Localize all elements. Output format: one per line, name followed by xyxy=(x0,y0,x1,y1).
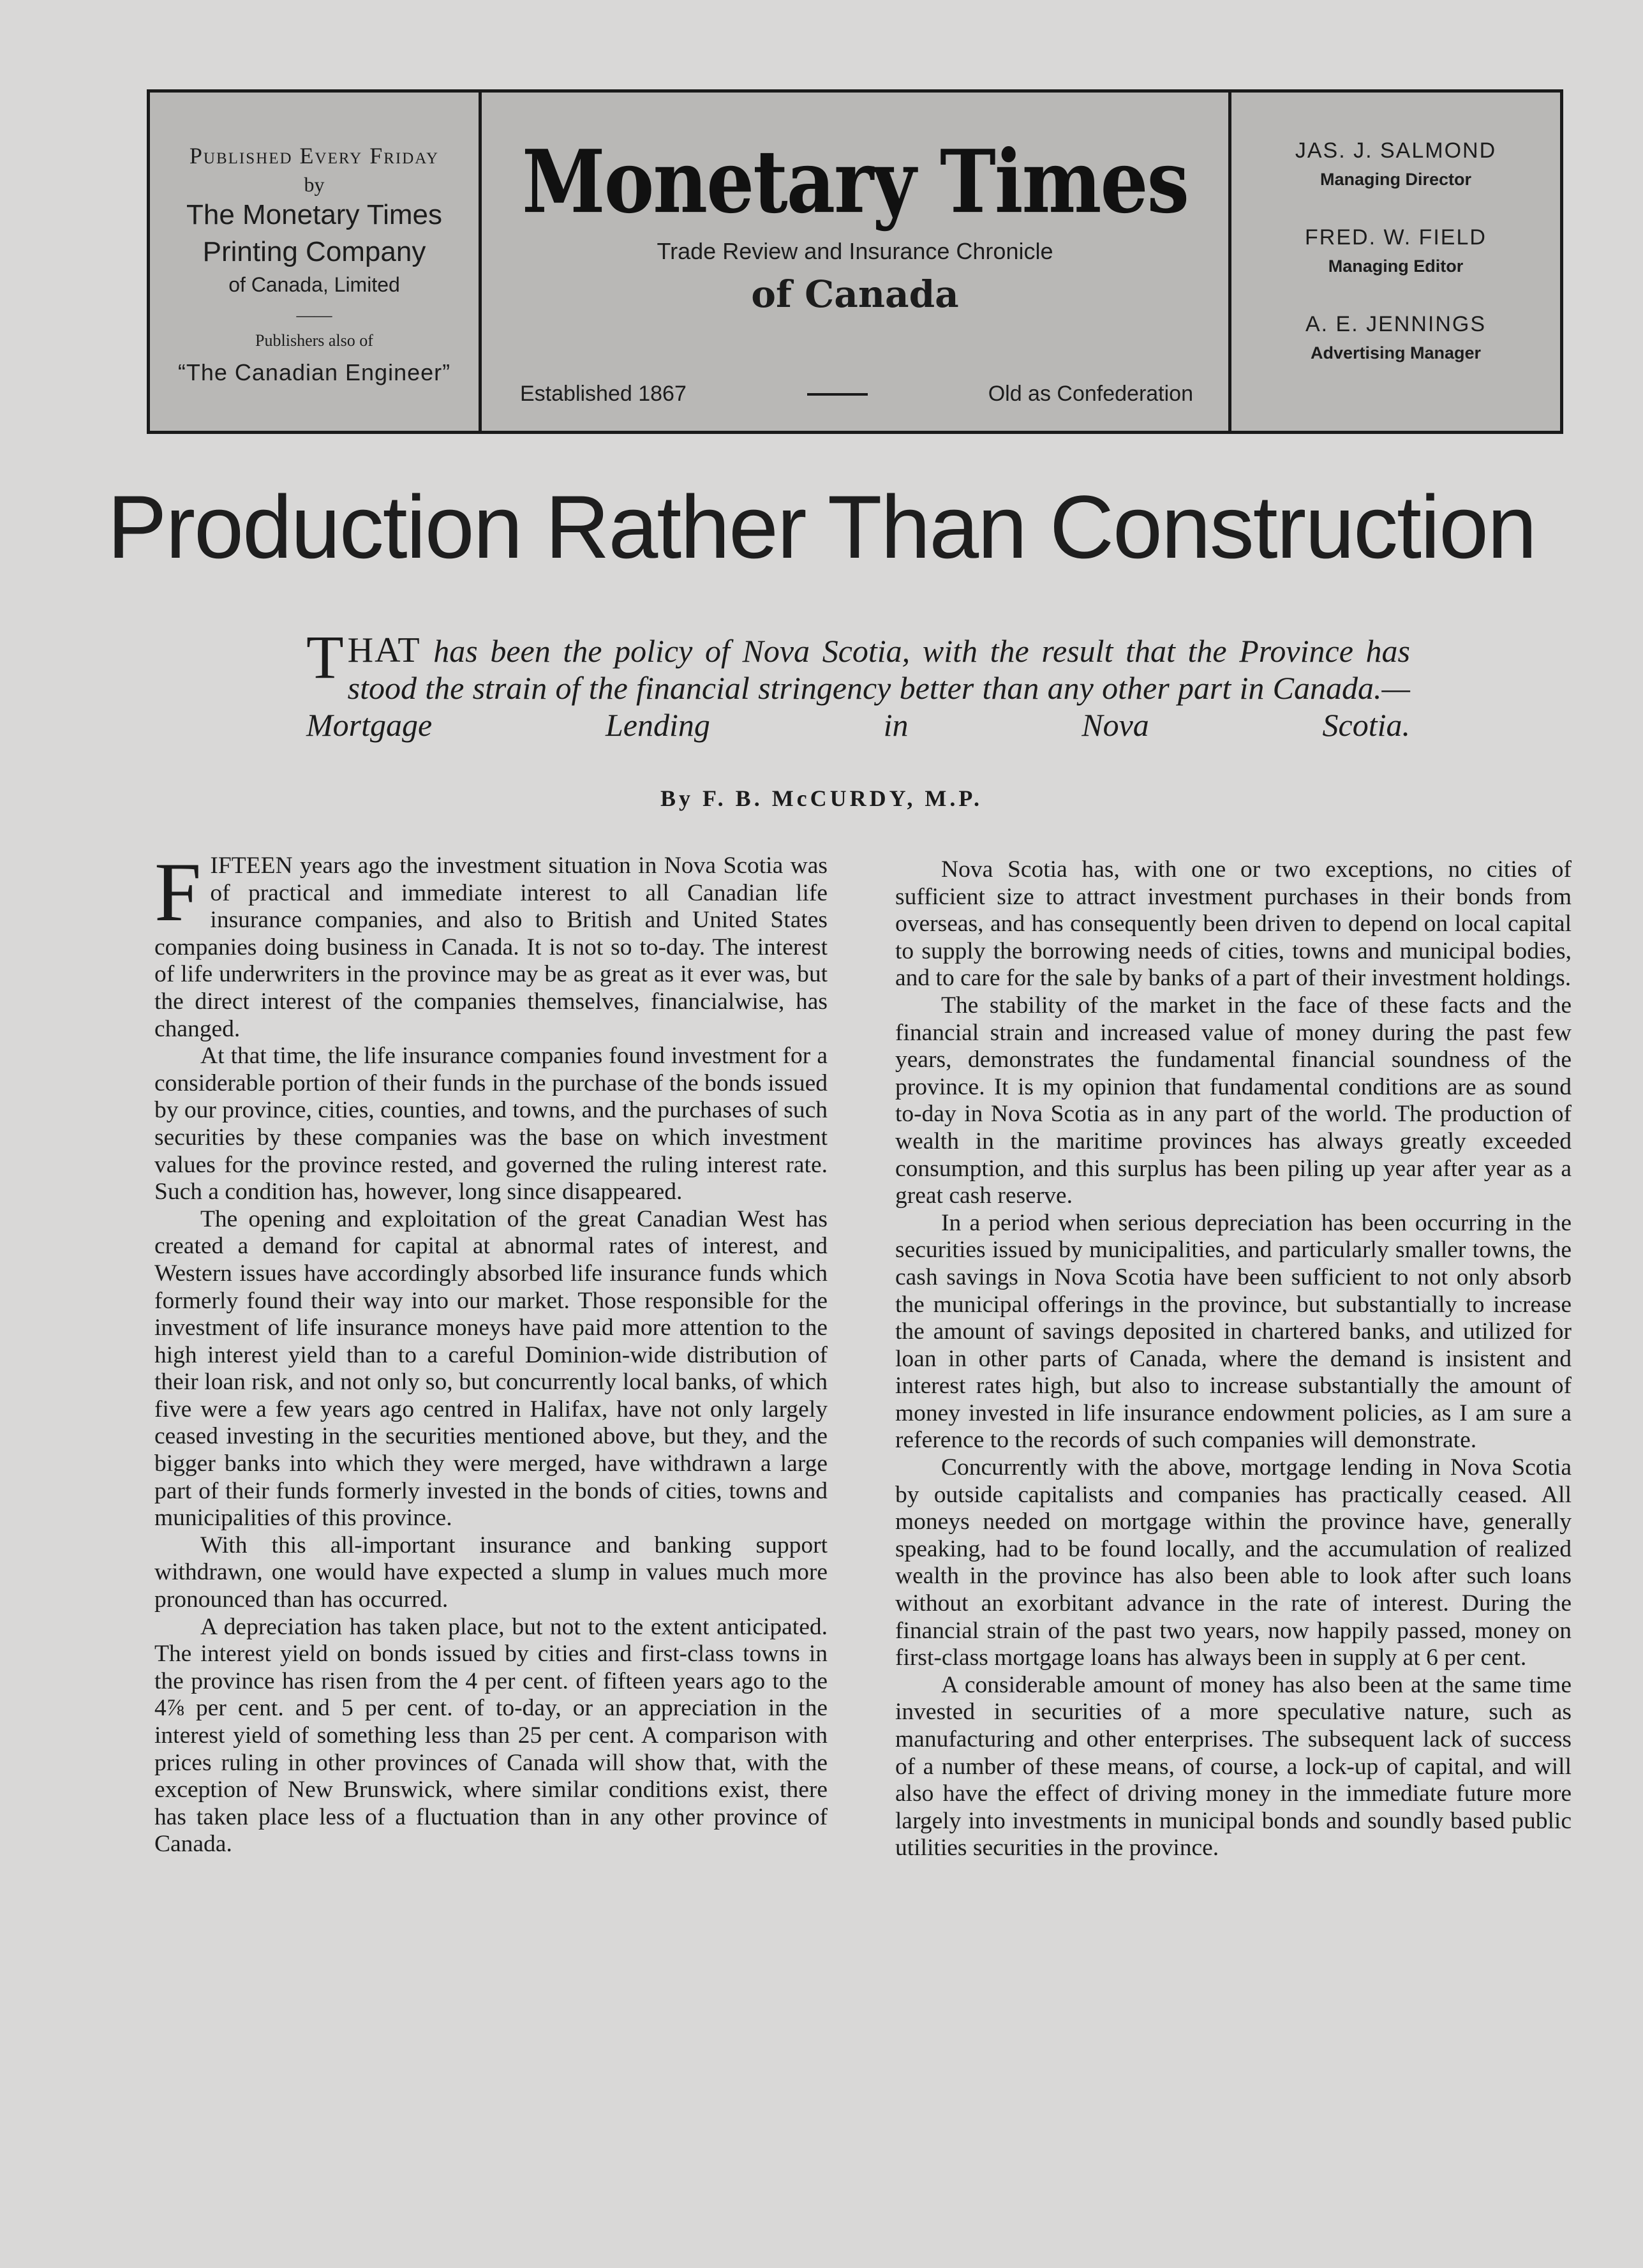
separator-dash: —— xyxy=(296,306,332,325)
tagline: Old as Confederation xyxy=(988,382,1193,406)
article-column-right xyxy=(895,856,1572,1862)
publication-subtitle: Trade Review and Insurance Chronicle xyxy=(657,238,1053,264)
company-line-3: of Canada, Limited xyxy=(228,273,400,296)
staff-name: FRED. W. FIELD xyxy=(1305,225,1487,250)
article-byline: By F. B. McCURDY, M.P. xyxy=(660,786,983,811)
paragraph: A depreciation has taken place, but not to the extent anticipated. The interest yield on bonds issued by cities and first-class towns in the province has risen from the 4 per cent. of fifteen years ago to the 4⅞ per cent. and 5 per cent. of to-day, or an appreciation in the interest yield of something less than 25 per cent. A comparison with prices ruling in other provinces of Canada will show that, with the exception of New Brunswick, where similar conditions exist, there has taken place less of a fluctuation than in any other province of Canada. xyxy=(154,1613,828,1858)
publication-of-canada: of Canada xyxy=(751,272,959,316)
drop-cap: F xyxy=(154,845,202,939)
deck-initial: T xyxy=(306,623,344,691)
masthead xyxy=(147,89,1563,434)
article-headline: Production Rather Than Construction xyxy=(107,477,1536,577)
deck-lead-word: HAT xyxy=(347,630,421,670)
published-line: Published Every Friday xyxy=(189,143,440,168)
publication-title: Monetary Times xyxy=(522,130,1188,233)
deck-text: has been the policy of Nova Scotia, with the result that the Province has stood the strain of the financial stringency better than any other part in Canada.—Mortgage Lending in Nova Scotia. xyxy=(306,633,1411,743)
paragraph: Nova Scotia has, with one or two exceptions, no cities of sufficient size to attract investment purchases in their bonds from overseas, and has consequently been driven to depend on local capital to supply the borrowing needs of cities, towns and municipal bodies, and to care for the sale by banks of a part of their investment holdings. xyxy=(895,856,1572,992)
publishers-also: Publishers also of xyxy=(255,331,373,350)
staff-name: JAS. J. SALMOND xyxy=(1295,138,1497,163)
paragraph: Concurrently with the above, mortgage lending in Nova Scotia by outside capitalists and companies has practically ceased. All moneys needed on mortgage within the province have, generally speaking, had to be found locally, and the accumulation of realized wealth in the province has also been able to look after such loans without an exorbitant advance in the rate of interest. During the financial strain of the past two years, now happily passed, money on first-class mortgage loans has always been in supply at 6 per cent. xyxy=(895,1454,1572,1671)
company-line-2: Printing Company xyxy=(202,236,426,267)
staff-role: Managing Editor xyxy=(1328,257,1464,276)
staff-role: Managing Director xyxy=(1320,170,1472,189)
by-line: by xyxy=(304,173,325,196)
paragraph: A considerable amount of money has also been at the same time invested in securities of a more speculative nature, such as manufacturing and other enterprises. The subsequent lack of success of a number of these means, of course, a lock-up of capital, and will also have the effect of driving money in the immediate future more largely into investments in municipal bonds and soundly based public utilities securities in the province. xyxy=(895,1671,1572,1861)
masthead-rule xyxy=(807,393,868,396)
paragraph: The opening and exploitation of the great Canadian West has created a demand for capital at abnormal rates of interest, and Western issues have accordingly absorbed life insurance funds which formerly found their way into our market. Those responsible for the investment of life insurance moneys have paid more attention to the high interest yield than to a careful Dominion-wide distribution of their loan risk, and not only so, but concurrently local banks, of which five were a few years ago centred in Halifax, have not only largely ceased investing in the securities mentioned above, but they, and the bigger banks into which they were merged, have withdrawn a large part of their funds formerly invested in the bonds of cities, towns and municipalities of this province. xyxy=(154,1205,828,1532)
established: Established 1867 xyxy=(520,382,687,406)
masthead-publisher-panel xyxy=(150,93,482,431)
article-deck xyxy=(306,623,1411,743)
paragraph: FIFTEEN years ago the investment situation in Nova Scotia was of practical and immediate interest to all Canadian life insurance companies, and also to British and United States companies doing business in Canada. It is not so to-day. The interest of life underwriters in the province may be as great as it ever was, but the direct interest of the companies themselves, financialwise, has changed. xyxy=(154,845,828,1042)
masthead-title-panel xyxy=(482,93,1231,431)
canadian-engineer: “The Canadian Engineer” xyxy=(177,359,451,385)
paragraph: The stability of the market in the face of these facts and the financial strain and increased value of money during the past few years, demonstrates the fundamental financial soundness of the province. It is my opinion that fundamental conditions are as sound to-day in Nova Scotia as in any part of the world. The production of wealth in the maritime provinces has always greatly exceeded consumption, and this surplus has been piling up year after year as a great cash reserve. xyxy=(895,992,1572,1209)
masthead-footer xyxy=(520,382,1193,407)
staff-name: A. E. JENNINGS xyxy=(1305,312,1487,336)
paragraph: With this all-important insurance and banking support withdrawn, one would have expected a slump in values much more pronounced than has occurred. xyxy=(154,1532,828,1613)
article-column-left xyxy=(154,845,828,1858)
paragraph: At that time, the life insurance companies found investment for a considerable portion of their funds in the purchase of the bonds issued by our province, cities, counties, and towns, and the purchases of such securities by these companies was the base on which investment values for the province rested, and governed the ruling interest rate. Such a condition has, however, long since disappeared. xyxy=(154,1043,828,1205)
company-line-1: The Monetary Times xyxy=(186,199,443,230)
staff-role: Advertising Manager xyxy=(1310,343,1482,362)
masthead-staff-panel xyxy=(1231,93,1560,431)
paragraph: In a period when serious depreciation has been occurring in the securities issued by municipalities, and particularly smaller towns, the cash savings in Nova Scotia have been sufficient to not only absorb the municipal offerings in the province, but substantially to increase the amount of savings deposited in chartered banks, and utilized for loan in other parts of Canada, where the demand is insistent and interest rates high, but also to increase substantially the amount of money invested in life insurance endowment policies, as I am sure a reference to the records of such companies will demonstrate. xyxy=(895,1209,1572,1454)
